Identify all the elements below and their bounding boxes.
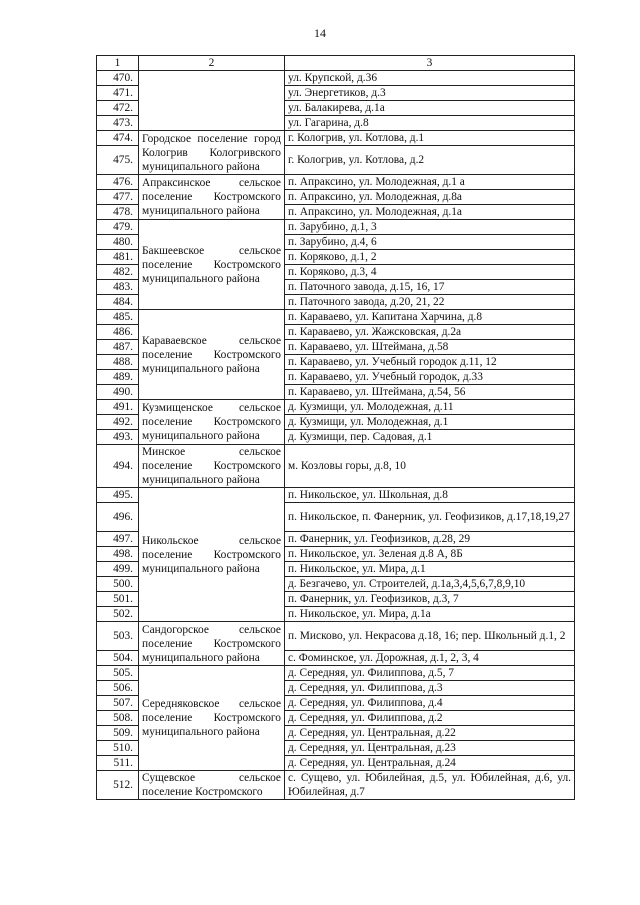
municipality-cell: Никольское сельское поселение Костромского муниципального района: [139, 488, 285, 622]
row-number: 511.: [97, 756, 139, 771]
row-number: 488.: [97, 355, 139, 370]
row-number: 495.: [97, 488, 139, 503]
row-number: 498.: [97, 547, 139, 562]
row-number: 503.: [97, 622, 139, 651]
address-cell: п. Никольское, п. Фанерник, ул. Геофизиков, д.17,18,19,27: [285, 503, 575, 532]
row-number: 493.: [97, 430, 139, 445]
row-number: 497.: [97, 532, 139, 547]
header-cell-address: 3: [285, 56, 575, 71]
address-cell: д. Середняя, ул. Филиппова, д.4: [285, 696, 575, 711]
table-row: [97, 131, 575, 146]
municipality-cell: Караваевское сельское поселение Костромского муниципального района: [139, 310, 285, 400]
address-cell: ул. Балакирева, д.1а: [285, 101, 575, 116]
row-number: 486.: [97, 325, 139, 340]
address-cell: п. Фанерник, ул. Геофизиков, д.28, 29: [285, 532, 575, 547]
address-cell: п. Караваево, ул. Штеймана, д.54, 56: [285, 385, 575, 400]
row-number: 504.: [97, 651, 139, 666]
address-cell: д. Середняя, ул. Филиппова, д.2: [285, 711, 575, 726]
table-header-row: [97, 56, 575, 71]
address-cell: п. Коряково, д.1, 2: [285, 250, 575, 265]
address-cell: п. Караваево, ул. Жажсковская, д.2а: [285, 325, 575, 340]
row-number: 475.: [97, 146, 139, 175]
row-number: 472.: [97, 101, 139, 116]
address-cell: п. Апраксино, ул. Молодежная, д.8а: [285, 190, 575, 205]
address-cell: с. Фоминское, ул. Дорожная, д.1, 2, 3, 4: [285, 651, 575, 666]
table-row: [97, 622, 575, 651]
municipality-cell: Минское сельское поселение Костромского муниципального района: [139, 445, 285, 488]
table-row: [97, 175, 575, 190]
address-cell: ул. Энергетиков, д.3: [285, 86, 575, 101]
table-body: [97, 56, 575, 800]
table-row: [97, 220, 575, 235]
address-cell: п. Никольское, ул. Зеленая д.8 А, 8Б: [285, 547, 575, 562]
municipality-cell: Городское поселение город Кологрив Кологривского муниципального района: [139, 131, 285, 175]
municipality-cell: Кузмищенское сельское поселение Костромского муниципального района: [139, 400, 285, 445]
header-cell-number: 1: [97, 56, 139, 71]
page-number: 14: [314, 26, 326, 40]
row-number: 479.: [97, 220, 139, 235]
table-row: [97, 771, 575, 800]
address-cell: м. Козловы горы, д.8, 10: [285, 445, 575, 488]
address-cell: п. Караваево, ул. Штеймана, д.58: [285, 340, 575, 355]
row-number: 480.: [97, 235, 139, 250]
address-cell: д. Безгачево, ул. Строителей, д.1а,3,4,5,6,7,8,9,10: [285, 577, 575, 592]
address-table: [96, 55, 575, 800]
address-cell: д. Кузмищи, пер. Садовая, д.1: [285, 430, 575, 445]
address-cell: п. Паточного завода, д.15, 16, 17: [285, 280, 575, 295]
row-number: 489.: [97, 370, 139, 385]
address-cell: п. Паточного завода, д.20, 21, 22: [285, 295, 575, 310]
municipality-cell: Сандогорское сельское поселение Костромского муниципального района: [139, 622, 285, 666]
header-cell-municipality: 2: [139, 56, 285, 71]
address-cell: п. Апраксино, ул. Молодежная, д.1а: [285, 205, 575, 220]
row-number: 477.: [97, 190, 139, 205]
row-number: 508.: [97, 711, 139, 726]
table-row: [97, 310, 575, 325]
address-cell: д. Середняя, ул. Филиппова, д.3: [285, 681, 575, 696]
municipality-cell: Бакшеевское сельское поселение Костромского муниципального района: [139, 220, 285, 310]
address-cell: д. Середняя, ул. Центральная, д.22: [285, 726, 575, 741]
address-cell: г. Кологрив, ул. Котлова, д.1: [285, 131, 575, 146]
row-number: 502.: [97, 607, 139, 622]
address-cell: п. Коряково, д.3, 4: [285, 265, 575, 280]
row-number: 482.: [97, 265, 139, 280]
address-cell: п. Караваево, ул. Учебный городок д.11, 12: [285, 355, 575, 370]
municipality-cell: Середняковское сельское поселение Костромского муниципального района: [139, 666, 285, 771]
table-row: [97, 400, 575, 415]
address-cell: с. Сущево, ул. Юбилейная, д.5, ул. Юбилейная, д.6, ул. Юбилейная, д.7: [285, 771, 575, 800]
municipality-cell: [139, 71, 285, 131]
row-number: 483.: [97, 280, 139, 295]
address-cell: п. Караваево, ул. Учебный городок, д.33: [285, 370, 575, 385]
table-row: [97, 666, 575, 681]
row-number: 506.: [97, 681, 139, 696]
address-cell: п. Фанерник, ул. Геофизиков, д.3, 7: [285, 592, 575, 607]
address-cell: п. Мисково, ул. Некрасова д.18, 16; пер. Школьный д.1, 2: [285, 622, 575, 651]
row-number: 494.: [97, 445, 139, 488]
row-number: 474.: [97, 131, 139, 146]
row-number: 512.: [97, 771, 139, 800]
row-number: 492.: [97, 415, 139, 430]
address-cell: п. Апраксино, ул. Молодежная, д.1 а: [285, 175, 575, 190]
table-row: [97, 71, 575, 86]
row-number: 510.: [97, 741, 139, 756]
row-number: 490.: [97, 385, 139, 400]
row-number: 476.: [97, 175, 139, 190]
address-cell: п. Караваево, ул. Капитана Харчина, д.8: [285, 310, 575, 325]
row-number: 491.: [97, 400, 139, 415]
address-cell: д. Кузмищи, ул. Молодежная, д.11: [285, 400, 575, 415]
table-row: [97, 445, 575, 488]
row-number: 478.: [97, 205, 139, 220]
address-cell: ул. Крупской, д.36: [285, 71, 575, 86]
address-cell: п. Никольское, ул. Мира, д.1: [285, 562, 575, 577]
address-cell: д. Середняя, ул. Филиппова, д.5, 7: [285, 666, 575, 681]
municipality-cell: Сущевское сельское поселение Костромского: [139, 771, 285, 800]
row-number: 471.: [97, 86, 139, 101]
row-number: 501.: [97, 592, 139, 607]
row-number: 500.: [97, 577, 139, 592]
address-cell: п. Никольское, ул. Школьная, д.8: [285, 488, 575, 503]
address-cell: п. Зарубино, д.1, 3: [285, 220, 575, 235]
row-number: 470.: [97, 71, 139, 86]
row-number: 485.: [97, 310, 139, 325]
address-cell: д. Кузмищи, ул. Молодежная, д.1: [285, 415, 575, 430]
row-number: 484.: [97, 295, 139, 310]
address-cell: п. Зарубино, д.4, 6: [285, 235, 575, 250]
row-number: 496.: [97, 503, 139, 532]
address-cell: ул. Гагарина, д.8: [285, 116, 575, 131]
row-number: 481.: [97, 250, 139, 265]
row-number: 487.: [97, 340, 139, 355]
row-number: 505.: [97, 666, 139, 681]
row-number: 473.: [97, 116, 139, 131]
address-cell: г. Кологрив, ул. Котлова, д.2: [285, 146, 575, 175]
row-number: 499.: [97, 562, 139, 577]
row-number: 509.: [97, 726, 139, 741]
address-cell: д. Середняя, ул. Центральная, д.23: [285, 741, 575, 756]
address-cell: д. Середняя, ул. Центральная, д.24: [285, 756, 575, 771]
address-cell: п. Никольское, ул. Мира, д.1а: [285, 607, 575, 622]
municipality-cell: Апраксинское сельское поселение Костромского муниципального района: [139, 175, 285, 220]
row-number: 507.: [97, 696, 139, 711]
table-row: [97, 488, 575, 503]
